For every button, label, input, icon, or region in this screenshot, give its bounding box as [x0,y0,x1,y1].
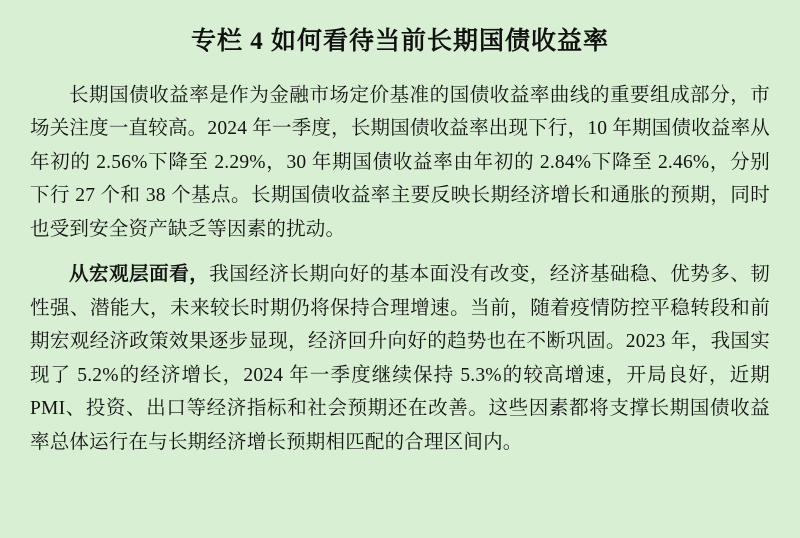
paragraph-2 [30,258,770,459]
paragraph-2-lead: 从宏观层面看， [69,264,210,286]
page-title: 专栏 4 如何看待当前长期国债收益率 [190,28,609,55]
paragraph-1 [30,79,770,247]
document-body [30,79,770,460]
paragraph-1-text: 长期国债收益率是作为金融市场定价基准的国债收益率曲线的重要组成部分，市场关注度一直较高。2024 年一季度，长期国债收益率出现下行，10 年期国债收益率从年初的 2.56%下降至 2.29%，30 年期国债收益率由年初的 2.84%下降至 2.46%，分别下行 27 个和 38 个基点。长期国债收益率主要反映长期经济增长和通胀的预期，同时也受到安全资产缺乏等因素的扰动。 [30,84,770,240]
paragraph-2-text: 我国经济长期向好的基本面没有改变，经济基础稳、优势多、韧性强、潜能大，未来较长时期仍将保持合理增速。当前，随着疫情防控平稳转段和前期宏观经济政策效果逐步显现，经济回升向好的趋势也在不断巩固。2023 年，我国实现了 5.2%的经济增长，2024 年一季度继续保持 5.3%的较高增速，开局良好，近期 PMI、投资、出口等经济指标和社会预期还在改善。这些因素都将支撑长期国债收益率总体运行在与长期经济增长预期相匹配的合理区间内。 [30,264,770,453]
